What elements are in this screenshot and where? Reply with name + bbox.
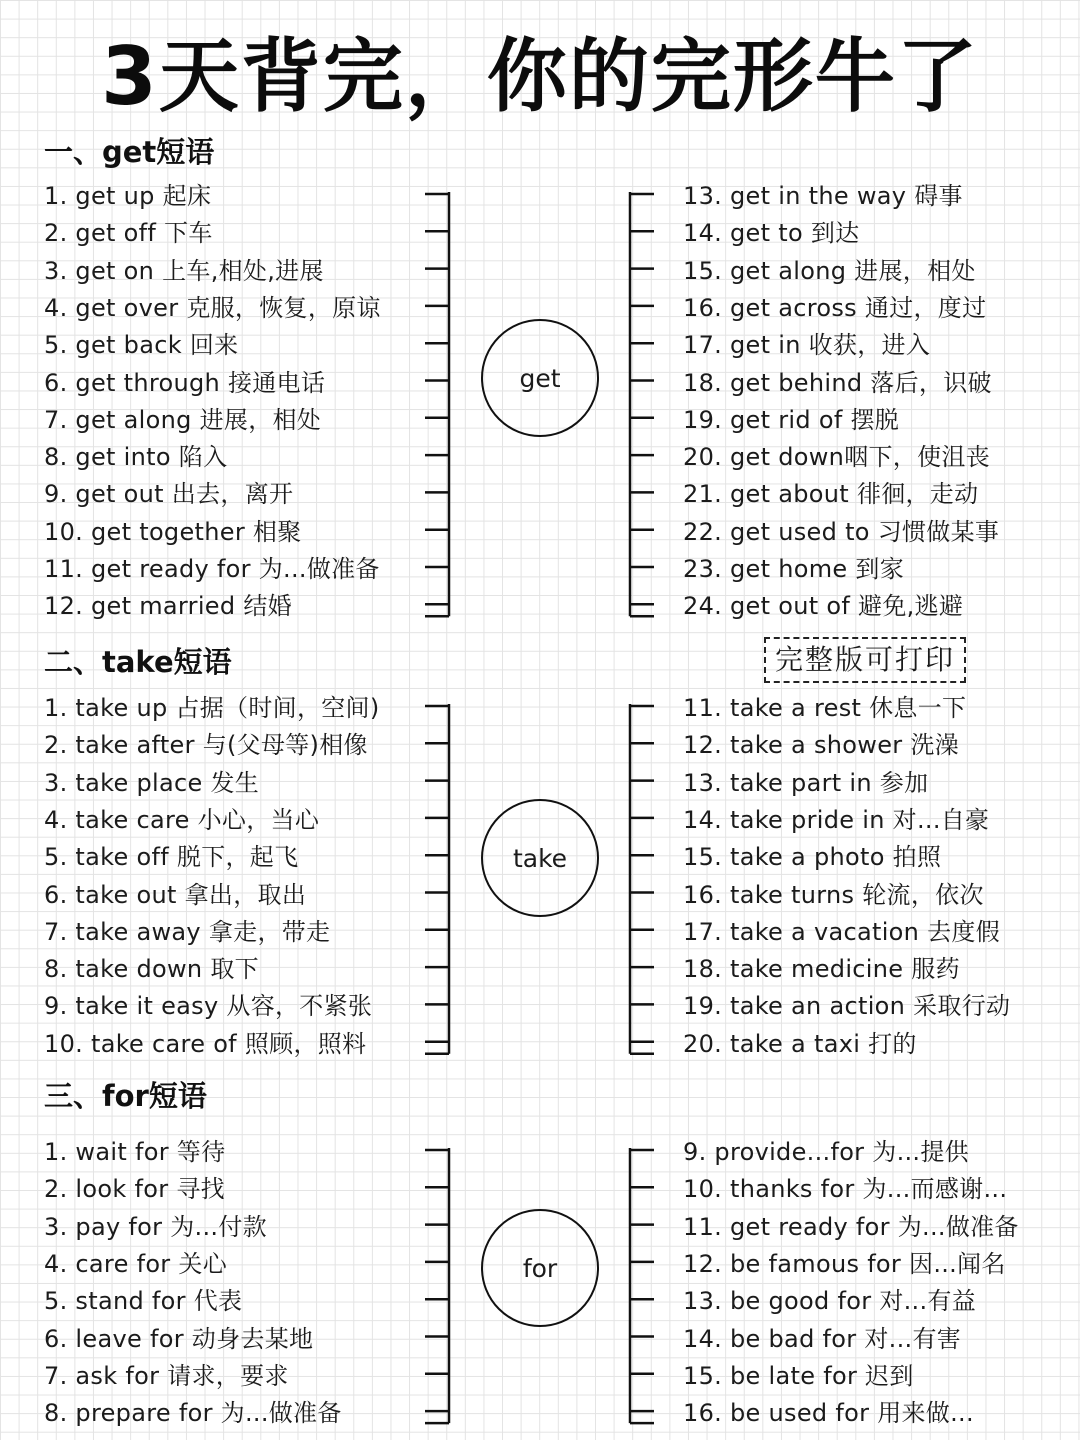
page-title: 3天背完，你的完形牛了: [101, 30, 979, 123]
phrase-item-for-right: 9. provide...for 为...提供: [683, 1138, 969, 1166]
phrase-item-get-left: 1. get up 起床: [44, 182, 212, 210]
section-heading-take: 二、take短语: [44, 645, 232, 679]
phrase-item-get-left: 6. get through 接通电话: [44, 368, 326, 397]
phrase-item-get-right: 22. get used to 习惯做某事: [683, 517, 1000, 546]
phrase-item-get-left: 4. get over 克服，恢复，原谅: [44, 293, 381, 322]
phrase-item-take-right: 19. take an action 采取行动: [683, 992, 1011, 1021]
phrase-item-take-right: 16. take turns 轮流，依次: [683, 880, 984, 909]
phrase-item-get-left: 3. get on 上车,相处,进展: [44, 256, 324, 285]
phrase-item-take-left: 1. take up 占据（时间，空间): [44, 694, 380, 722]
phrase-item-get-right: 13. get in the way 碍事: [683, 182, 963, 210]
phrase-item-for-left: 2. look for 寻找: [44, 1175, 225, 1204]
phrase-item-for-right: 14. be bad for 对...有害: [683, 1324, 962, 1353]
phrase-item-take-left: 5. take off 脱下，起飞: [44, 843, 299, 872]
phrase-item-take-right: 13. take part in 参加: [683, 768, 929, 797]
phrase-item-take-left: 6. take out 拿出，取出: [44, 880, 307, 909]
phrase-item-take-left: 2. take after 与(父母等)相像: [44, 731, 368, 760]
printable-stamp: 完整版可打印: [764, 637, 966, 683]
phrase-item-take-left: 8. take down 取下: [44, 955, 259, 984]
center-bubble-for: for: [481, 1209, 599, 1327]
phrase-item-for-right: 16. be used for 用来做...: [683, 1399, 974, 1428]
phrase-item-for-left: 1. wait for 等待: [44, 1138, 226, 1166]
phrase-item-get-left: 8. get into 陷入: [44, 443, 228, 472]
phrase-item-get-right: 16. get across 通过，度过: [683, 293, 987, 322]
phrase-item-get-right: 20. get down咽下，使沮丧: [683, 443, 990, 472]
phrase-item-for-right: 12. be famous for 因...闻名: [683, 1249, 1006, 1278]
phrase-item-take-right: 11. take a rest 休息一下: [683, 694, 967, 722]
phrase-item-for-left: 4. care for 关心: [44, 1249, 227, 1278]
phrase-item-take-left: 3. take place 发生: [44, 768, 260, 797]
phrase-item-for-left: 7. ask for 请求，要求: [44, 1361, 289, 1390]
phrase-item-take-right: 14. take pride in 对...自豪: [683, 805, 990, 834]
phrase-item-take-right: 18. take medicine 服药: [683, 955, 960, 984]
phrase-item-for-right: 15. be late for 迟到: [683, 1361, 914, 1390]
phrase-item-get-right: 23. get home 到家: [683, 555, 905, 583]
phrase-item-get-left: 2. get off 下车: [44, 219, 213, 248]
phrase-item-take-right: 17. take a vacation 去度假: [683, 917, 1001, 946]
center-bubble-take: take: [481, 799, 599, 917]
phrase-item-get-left: 12. get married 结婚: [44, 592, 292, 621]
phrase-item-take-right: 12. take a shower 洗澡: [683, 731, 959, 760]
section-heading-for: 三、for短语: [44, 1079, 207, 1113]
phrase-item-for-right: 11. get ready for 为...做准备: [683, 1212, 1019, 1241]
phrase-item-take-left: 9. take it easy 从容，不紧张: [44, 992, 373, 1021]
phrase-item-take-right: 20. take a taxi 打的: [683, 1029, 917, 1058]
phrase-item-get-right: 14. get to 到达: [683, 219, 860, 248]
phrase-item-get-right: 18. get behind 落后，识破: [683, 368, 992, 397]
phrase-item-get-left: 10. get together 相聚: [44, 517, 302, 546]
phrase-item-get-left: 11. get ready for 为...做准备: [44, 555, 380, 583]
phrase-item-get-left: 9. get out 出去，离开: [44, 480, 294, 509]
phrase-item-get-left: 5. get back 回来: [44, 331, 239, 360]
phrase-item-take-left: 7. take away 拿走，带走: [44, 917, 331, 946]
phrase-item-for-right: 13. be good for 对...有益: [683, 1287, 977, 1316]
phrase-item-take-right: 15. take a photo 拍照: [683, 843, 942, 872]
phrase-item-get-right: 15. get along 进展，相处: [683, 256, 976, 285]
phrase-item-for-right: 10. thanks for 为...而感谢...: [683, 1175, 1008, 1204]
section-heading-get: 一、get短语: [44, 135, 215, 169]
center-bubble-get: get: [481, 319, 599, 437]
phrase-item-get-right: 19. get rid of 摆脱: [683, 405, 900, 434]
phrase-item-take-left: 4. take care 小心，当心: [44, 805, 320, 834]
phrase-item-for-left: 6. leave for 动身去某地: [44, 1324, 314, 1353]
phrase-item-for-left: 8. prepare for 为...做准备: [44, 1399, 342, 1428]
phrase-item-get-right: 17. get in 收获，进入: [683, 331, 931, 360]
phrase-item-get-left: 7. get along 进展，相处: [44, 405, 322, 434]
phrase-item-for-left: 5. stand for 代表: [44, 1287, 243, 1316]
phrase-item-take-left: 10. take care of 照顾，照料: [44, 1029, 367, 1058]
phrase-item-get-right: 24. get out of 避免,逃避: [683, 592, 964, 621]
phrase-item-get-right: 21. get about 徘徊，走动: [683, 480, 979, 509]
phrase-item-for-left: 3. pay for 为...付款: [44, 1212, 267, 1241]
